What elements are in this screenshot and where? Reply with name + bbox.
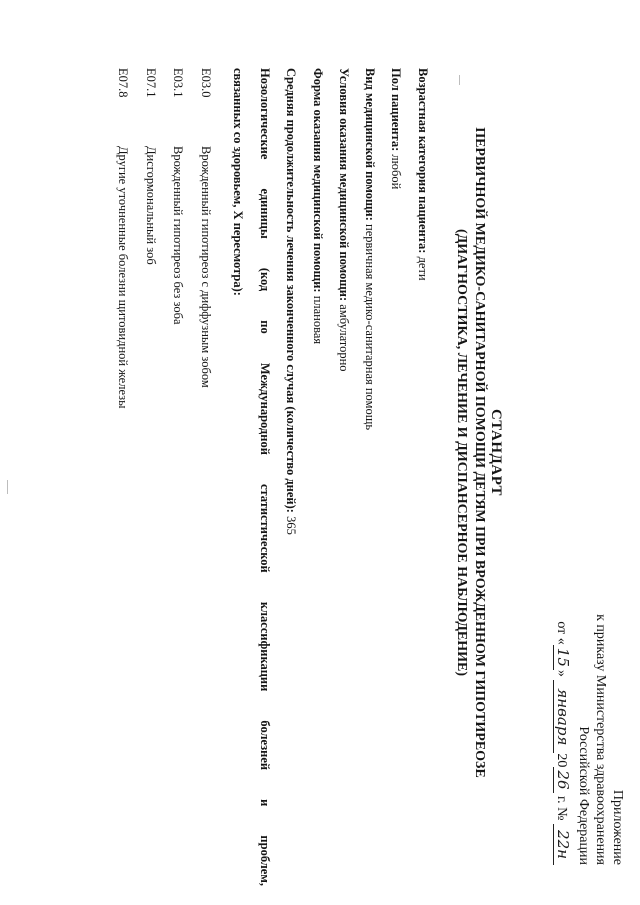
nosology-word: и <box>258 799 272 807</box>
field-value: любой <box>389 151 403 190</box>
date-mid: » <box>554 669 569 681</box>
field-label: Форма оказания медицинской помощи: <box>311 68 325 293</box>
appendix-federation-line: Российской Федерации <box>576 726 591 865</box>
appendix-block <box>553 565 626 865</box>
diagnosis-code: E07.1 <box>144 68 158 98</box>
standard-subtitle-line: (ДИАГНОСТИКА, ЛЕЧЕНИЕ И ДИСПАНСЕРНОЕ НАБЛЮДЕНИЕ) <box>454 228 469 677</box>
nosology-word: проблем, <box>258 835 272 886</box>
field-care-conditions <box>336 68 351 372</box>
field-care-form <box>310 68 325 344</box>
nosology-word: единицы <box>258 188 272 239</box>
nosology-word: классификации <box>258 601 272 692</box>
date-year-prefix: 20 <box>554 753 569 768</box>
date-month: января <box>553 680 572 753</box>
scan-mark <box>7 480 8 494</box>
date-day: 15 <box>553 645 572 670</box>
field-label: Пол пациента: <box>389 68 403 152</box>
nosology-heading-line2 <box>230 68 245 296</box>
standard-title-line: ПЕРВИЧНОЙ МЕДИКО-САНИТАРНОЙ ПОМОЩИ ДЕТЯМ ПРИ ВРОЖДЕННОМ ГИПОТИРЕОЗЕ <box>472 127 487 778</box>
field-duration <box>283 68 298 535</box>
diagnosis-name: Врожденный гипотиреоз с диффузным зобом <box>199 146 213 388</box>
scan-mark <box>459 75 460 85</box>
field-label: Условия оказания медицинской помощи: <box>337 68 351 302</box>
field-value: дети <box>416 253 430 281</box>
diagnosis-name: Другие уточненные болезни щитовидной железы <box>116 146 130 409</box>
field-sex <box>388 68 403 189</box>
diagnosis-name: Дисгормональный зоб <box>144 146 158 265</box>
diagnosis-code: E03.1 <box>171 68 185 98</box>
field-label: Возрастная категория пациента: <box>416 68 430 254</box>
order-number: 22н <box>553 824 572 865</box>
nosology-heading-line1 <box>257 68 272 886</box>
nosology-word: Нозологические <box>258 68 272 160</box>
nosology-word: Международной <box>258 362 272 455</box>
field-value: 365 <box>284 512 298 535</box>
date-year-suffix: 26 <box>553 767 572 792</box>
nosology-word: болезней <box>258 720 272 771</box>
date-prefix: от « <box>554 621 569 645</box>
appendix-date-line <box>553 565 571 865</box>
diagnosis-code: E03.0 <box>199 68 213 98</box>
nosology-word: по <box>258 320 272 334</box>
field-label: Вид медицинской помощи: <box>363 68 377 221</box>
field-care-type <box>362 68 377 430</box>
field-age-category <box>415 68 430 281</box>
nosology-word: (код <box>258 267 272 292</box>
appendix-order-line: к приказу Министерства здравоохранения <box>593 614 608 865</box>
field-value: амбулаторно <box>337 301 351 372</box>
field-value: первичная медико-санитарная помощь <box>363 220 377 431</box>
date-year-label: г. № <box>554 792 569 821</box>
appendix-title: Приложение <box>610 789 625 865</box>
field-label: Средняя продолжительность лечения законченного случая (количество дней): <box>284 68 298 513</box>
standard-heading: СТАНДАРТ <box>488 408 504 497</box>
nosology-heading-text: связанных со здоровьем, X пересмотра): <box>231 68 245 296</box>
diagnosis-name: Врожденный гипотиреоз без зоба <box>171 146 185 325</box>
nosology-word: статистической <box>258 483 272 573</box>
field-value: плановая <box>311 292 325 345</box>
diagnosis-code: E07.8 <box>116 68 130 98</box>
